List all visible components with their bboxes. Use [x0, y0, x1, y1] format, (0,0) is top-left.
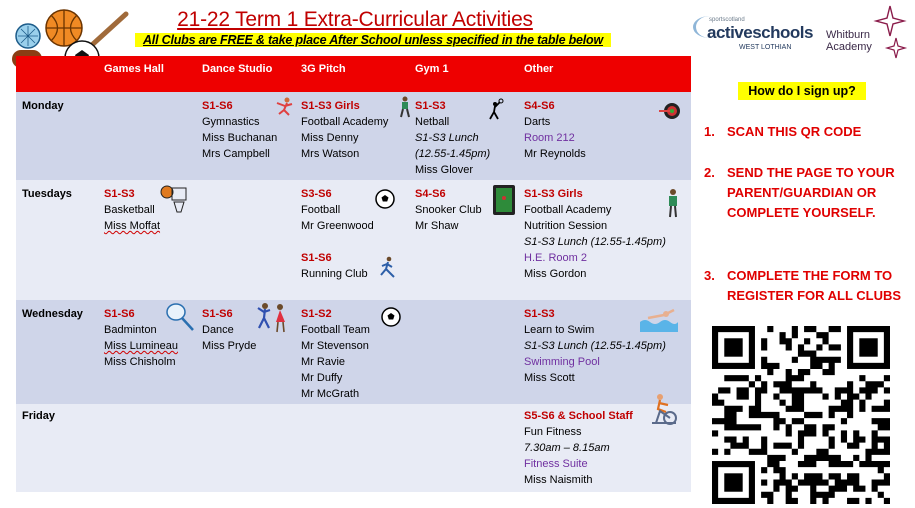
exercise-bike-icon	[646, 392, 680, 426]
day-monday: Monday	[22, 100, 64, 112]
staff-name: Mr Reynolds	[524, 148, 586, 160]
room-name: H.E. Room 2	[524, 252, 587, 264]
activity-name: Basketball	[104, 204, 155, 216]
logo-top-text: sportscotland	[709, 17, 745, 23]
cell-tuesday-hall	[104, 186, 160, 234]
cell-wednesday-dance	[202, 306, 256, 354]
table-row-monday	[16, 92, 691, 180]
cell-monday-pitch	[301, 98, 388, 162]
activity-name: Football Academy	[524, 204, 612, 216]
group-tag: S1-S2	[301, 308, 332, 320]
table-header-row	[16, 56, 691, 92]
group-tag: S1-S3	[415, 100, 446, 112]
group-tag: S1-S6	[301, 252, 332, 264]
col-dance-studio: Dance Studio	[202, 63, 273, 75]
activities-table	[16, 56, 691, 492]
activity-name: Dance	[202, 324, 234, 336]
activity-name: Fun Fitness	[524, 426, 582, 438]
group-tag: S1-S6	[202, 100, 233, 112]
snooker-table-icon	[492, 184, 516, 216]
group-tag: S4-S6	[415, 188, 446, 200]
activity-name: Learn to Swim	[524, 324, 595, 336]
table-row-wednesday	[16, 300, 691, 404]
session-name: Nutrition Session	[524, 220, 608, 232]
staff-name: Mr Ravie	[301, 356, 346, 368]
star-icon	[872, 4, 908, 62]
runner-icon	[376, 256, 398, 278]
cell-friday-other	[524, 408, 633, 488]
group-tag: S1-S3	[104, 188, 135, 200]
group-tag: S3-S6	[301, 188, 332, 200]
group-tag: S1-S6	[202, 308, 233, 320]
group-tag: S1-S3 Girls	[301, 100, 360, 112]
day-friday: Friday	[22, 410, 56, 422]
lunch-time: (12.55-1.45pm)	[415, 148, 491, 160]
gymnast-icon	[273, 96, 295, 118]
dartboard-icon	[658, 100, 680, 122]
cell-tuesday-pitch	[301, 186, 374, 282]
step-text: COMPLETE THE FORM TO REGISTER FOR ALL CLUBS	[727, 268, 902, 303]
room-name: Swimming Pool	[524, 356, 600, 368]
table-row-tuesday	[16, 180, 691, 300]
activity-name: Snooker Club	[415, 204, 482, 216]
staff-name: Miss Scott	[524, 372, 575, 384]
cell-monday-gym	[415, 98, 490, 178]
cell-monday-other	[524, 98, 586, 162]
day-tuesday: Tuesdays	[22, 188, 72, 200]
col-other: Other	[524, 63, 554, 75]
staff-name: Miss Chisholm	[104, 356, 176, 368]
activity-name: Gymnastics	[202, 116, 260, 128]
group-tag: S1-S6	[104, 308, 135, 320]
activity-name: Badminton	[104, 324, 157, 336]
active-schools-logo	[693, 14, 813, 50]
footballer-icon	[394, 96, 416, 118]
staff-name: Mr Shaw	[415, 220, 459, 232]
staff-name: Mr McGrath	[301, 388, 360, 400]
activity-name: Football Academy	[301, 116, 389, 128]
activity-name: Football	[301, 204, 341, 216]
activity-name: Running Club	[301, 268, 368, 280]
dancers-icon	[256, 302, 290, 334]
staff-name: Miss Buchanan	[202, 132, 278, 144]
group-tag: S1-S3 Girls	[524, 188, 583, 200]
qr-code[interactable]	[712, 326, 890, 504]
lunch-note: S1-S3 Lunch	[415, 132, 479, 144]
staff-name: Mr Duffy	[301, 372, 343, 384]
cell-tuesday-gym	[415, 186, 482, 234]
staff-name: Miss Glover	[415, 164, 474, 176]
page-title: 21-22 Term 1 Extra-Curricular Activities	[177, 8, 533, 31]
basketball-hoop-icon	[158, 184, 188, 214]
step-text: SEND THE PAGE TO YOUR PARENT/GUARDIAN OR COMPLETE YOURSELF.	[727, 165, 895, 220]
netball-player-icon	[484, 98, 506, 120]
girl-footballer-icon	[662, 188, 684, 220]
lunch-note: S1-S3 Lunch (12.55-1.45pm)	[524, 236, 666, 248]
table-row-friday	[16, 404, 691, 492]
col-gym-1: Gym 1	[415, 63, 449, 75]
col-3g-pitch: 3G Pitch	[301, 63, 346, 75]
staff-name: Miss Gordon	[524, 268, 587, 280]
football-icon	[380, 306, 402, 328]
academy-logo-line2: Academy	[826, 41, 872, 53]
activity-name: Darts	[524, 116, 551, 128]
cell-monday-dance	[202, 98, 277, 162]
staff-name: Miss Denny	[301, 132, 359, 144]
staff-name: Mr Greenwood	[301, 220, 374, 232]
step-number: 1.	[704, 124, 715, 139]
badminton-racket-icon	[164, 302, 196, 332]
activity-name: Football Team	[301, 324, 370, 336]
football-icon	[374, 188, 396, 210]
staff-name: Miss Lumineau	[104, 340, 178, 352]
step-number: 2.	[704, 165, 715, 180]
logo-sub-text: WEST LOTHIAN	[739, 44, 792, 51]
room-name: Fitness Suite	[524, 458, 588, 470]
lunch-note: S1-S3 Lunch (12.55-1.45pm)	[524, 340, 666, 352]
cell-tuesday-other	[524, 186, 666, 282]
staff-name: Miss Naismith	[524, 474, 593, 486]
page-subtitle: All Clubs are FREE & take place After School unless specified in the table below	[135, 33, 611, 47]
day-wednesday: Wednesday	[22, 308, 83, 320]
staff-name: Mrs Campbell	[202, 148, 270, 160]
step-text: SCAN THIS QR CODE	[727, 124, 862, 139]
swimmer-icon	[640, 306, 678, 332]
group-tag: S1-S3	[524, 308, 555, 320]
time-note: 7.30am – 8.15am	[524, 442, 610, 454]
col-games-hall: Games Hall	[104, 63, 164, 75]
step-number: 3.	[704, 268, 715, 283]
staff-name: Mr Stevenson	[301, 340, 369, 352]
staff-name: Miss Moffat	[104, 220, 161, 232]
logo-main-text: activeschools	[707, 23, 813, 42]
room-name: Room 212	[524, 132, 575, 144]
staff-name: Miss Pryde	[202, 340, 257, 352]
academy-logo-line1: Whitburn	[826, 29, 871, 41]
cell-wednesday-pitch	[301, 306, 370, 402]
activity-name: Netball	[415, 116, 450, 128]
group-tag: S4-S6	[524, 100, 555, 112]
signup-heading: How do I sign up?	[738, 82, 866, 100]
group-tag: S5-S6 & School Staff	[524, 410, 633, 422]
staff-name: Mrs Watson	[301, 148, 360, 160]
